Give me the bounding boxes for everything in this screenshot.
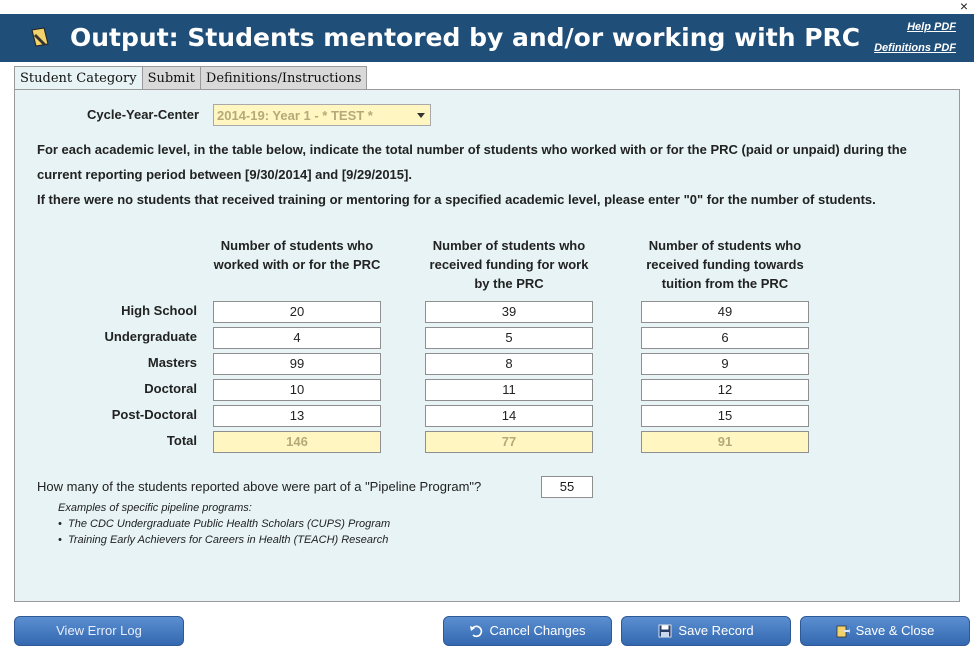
doctoral-funding-work-input[interactable]: 11 bbox=[425, 379, 593, 401]
tab-bar bbox=[14, 66, 366, 90]
pipeline-question: How many of the students reported above were part of a "Pipeline Program"? bbox=[37, 479, 482, 494]
page-title: Output: Students mentored by and/or working with PRC bbox=[70, 23, 861, 52]
cancel-changes-button[interactable] bbox=[443, 616, 612, 646]
undergraduate-worked-input[interactable]: 4 bbox=[213, 327, 381, 349]
save-record-button[interactable] bbox=[621, 616, 791, 646]
instruction-line-1: For each academic level, in the table below, indicate the total number of students who worked with or for the PRC (paid or unpaid) during the bbox=[37, 142, 907, 157]
tab-submit[interactable]: Submit bbox=[142, 66, 201, 90]
definitions-pdf-link[interactable]: Definitions PDF bbox=[874, 42, 956, 54]
floppy-disk-icon bbox=[658, 624, 672, 638]
total-worked-value: 146 bbox=[213, 431, 381, 453]
post-doctoral-funding-tuition-input[interactable]: 15 bbox=[641, 405, 809, 427]
masters-worked-input[interactable]: 99 bbox=[213, 353, 381, 375]
instruction-line-3: If there were no students that received training or mentoring for a specified academic level, please enter "0" for the number of students. bbox=[37, 192, 876, 207]
row-label-doctoral: Doctoral bbox=[144, 381, 197, 396]
save-record-label: Save Record bbox=[678, 623, 754, 638]
save-close-icon bbox=[836, 624, 850, 638]
bullet-glyph: • bbox=[58, 518, 62, 530]
chevron-down-icon[interactable] bbox=[417, 113, 425, 118]
masters-funding-work-input[interactable]: 8 bbox=[425, 353, 593, 375]
form-header bbox=[0, 14, 974, 62]
doctoral-funding-tuition-input[interactable]: 12 bbox=[641, 379, 809, 401]
masters-funding-tuition-input[interactable]: 9 bbox=[641, 353, 809, 375]
bullet-glyph: • bbox=[58, 534, 62, 546]
help-pdf-link[interactable]: Help PDF bbox=[907, 21, 956, 33]
view-error-log-label: View Error Log bbox=[56, 623, 142, 638]
high-school-worked-input[interactable]: 20 bbox=[213, 301, 381, 323]
high-school-funding-tuition-input[interactable]: 49 bbox=[641, 301, 809, 323]
undo-icon bbox=[469, 624, 483, 638]
row-label-post-doctoral: Post-Doctoral bbox=[111, 407, 197, 422]
total-funding-tuition-value: 91 bbox=[641, 431, 809, 453]
high-school-funding-work-input[interactable]: 39 bbox=[425, 301, 593, 323]
pipeline-example-item bbox=[58, 518, 390, 530]
row-label-total: Total bbox=[166, 433, 197, 448]
row-label-masters: Masters bbox=[147, 355, 197, 370]
save-and-close-label: Save & Close bbox=[855, 623, 935, 638]
window-top-strip bbox=[0, 0, 974, 14]
column-header-worked-with: Number of students who worked with or for the PRC bbox=[213, 238, 381, 272]
row-label-undergraduate: Undergraduate bbox=[104, 329, 197, 344]
save-and-close-button[interactable] bbox=[800, 616, 970, 646]
pipeline-count-input[interactable]: 55 bbox=[541, 476, 593, 498]
cycle-year-center-select[interactable] bbox=[213, 104, 431, 126]
view-error-log-button[interactable] bbox=[14, 616, 184, 646]
undergraduate-funding-work-input[interactable]: 5 bbox=[425, 327, 593, 349]
post-doctoral-worked-input[interactable]: 13 bbox=[213, 405, 381, 427]
total-funding-work-value: 77 bbox=[425, 431, 593, 453]
document-pencil-icon bbox=[30, 26, 52, 48]
undergraduate-funding-tuition-input[interactable]: 6 bbox=[641, 327, 809, 349]
pipeline-example-text: The CDC Undergraduate Public Health Scholars (CUPS) Program bbox=[67, 518, 391, 530]
doctoral-worked-input[interactable]: 10 bbox=[213, 379, 381, 401]
instruction-line-2: current reporting period between [9/30/2014] and [9/29/2015]. bbox=[37, 167, 412, 182]
cycle-year-center-label: Cycle-Year-Center bbox=[87, 107, 199, 122]
row-label-high-school: High School bbox=[121, 303, 197, 318]
tab-definitions-instructions[interactable]: Definitions/Instructions bbox=[200, 66, 367, 90]
student-category-panel bbox=[14, 89, 960, 602]
post-doctoral-funding-work-input[interactable]: 14 bbox=[425, 405, 593, 427]
pipeline-example-item bbox=[58, 534, 388, 546]
pipeline-example-text: Training Early Achievers for Careers in Health (TEACH) Research bbox=[67, 534, 389, 546]
cancel-changes-label: Cancel Changes bbox=[489, 623, 586, 638]
tab-student-category[interactable]: Student Category bbox=[14, 66, 143, 91]
column-header-funding-tuition: Number of students who received funding towards tuition from the PRC bbox=[646, 238, 804, 291]
pipeline-examples-title: Examples of specific pipeline programs: bbox=[58, 502, 252, 514]
close-icon[interactable]: × bbox=[959, 0, 968, 14]
cycle-year-center-value: 2014-19: Year 1 - * TEST * bbox=[217, 108, 373, 123]
column-header-funding-work: Number of students who received funding for work by the PRC bbox=[429, 238, 589, 291]
